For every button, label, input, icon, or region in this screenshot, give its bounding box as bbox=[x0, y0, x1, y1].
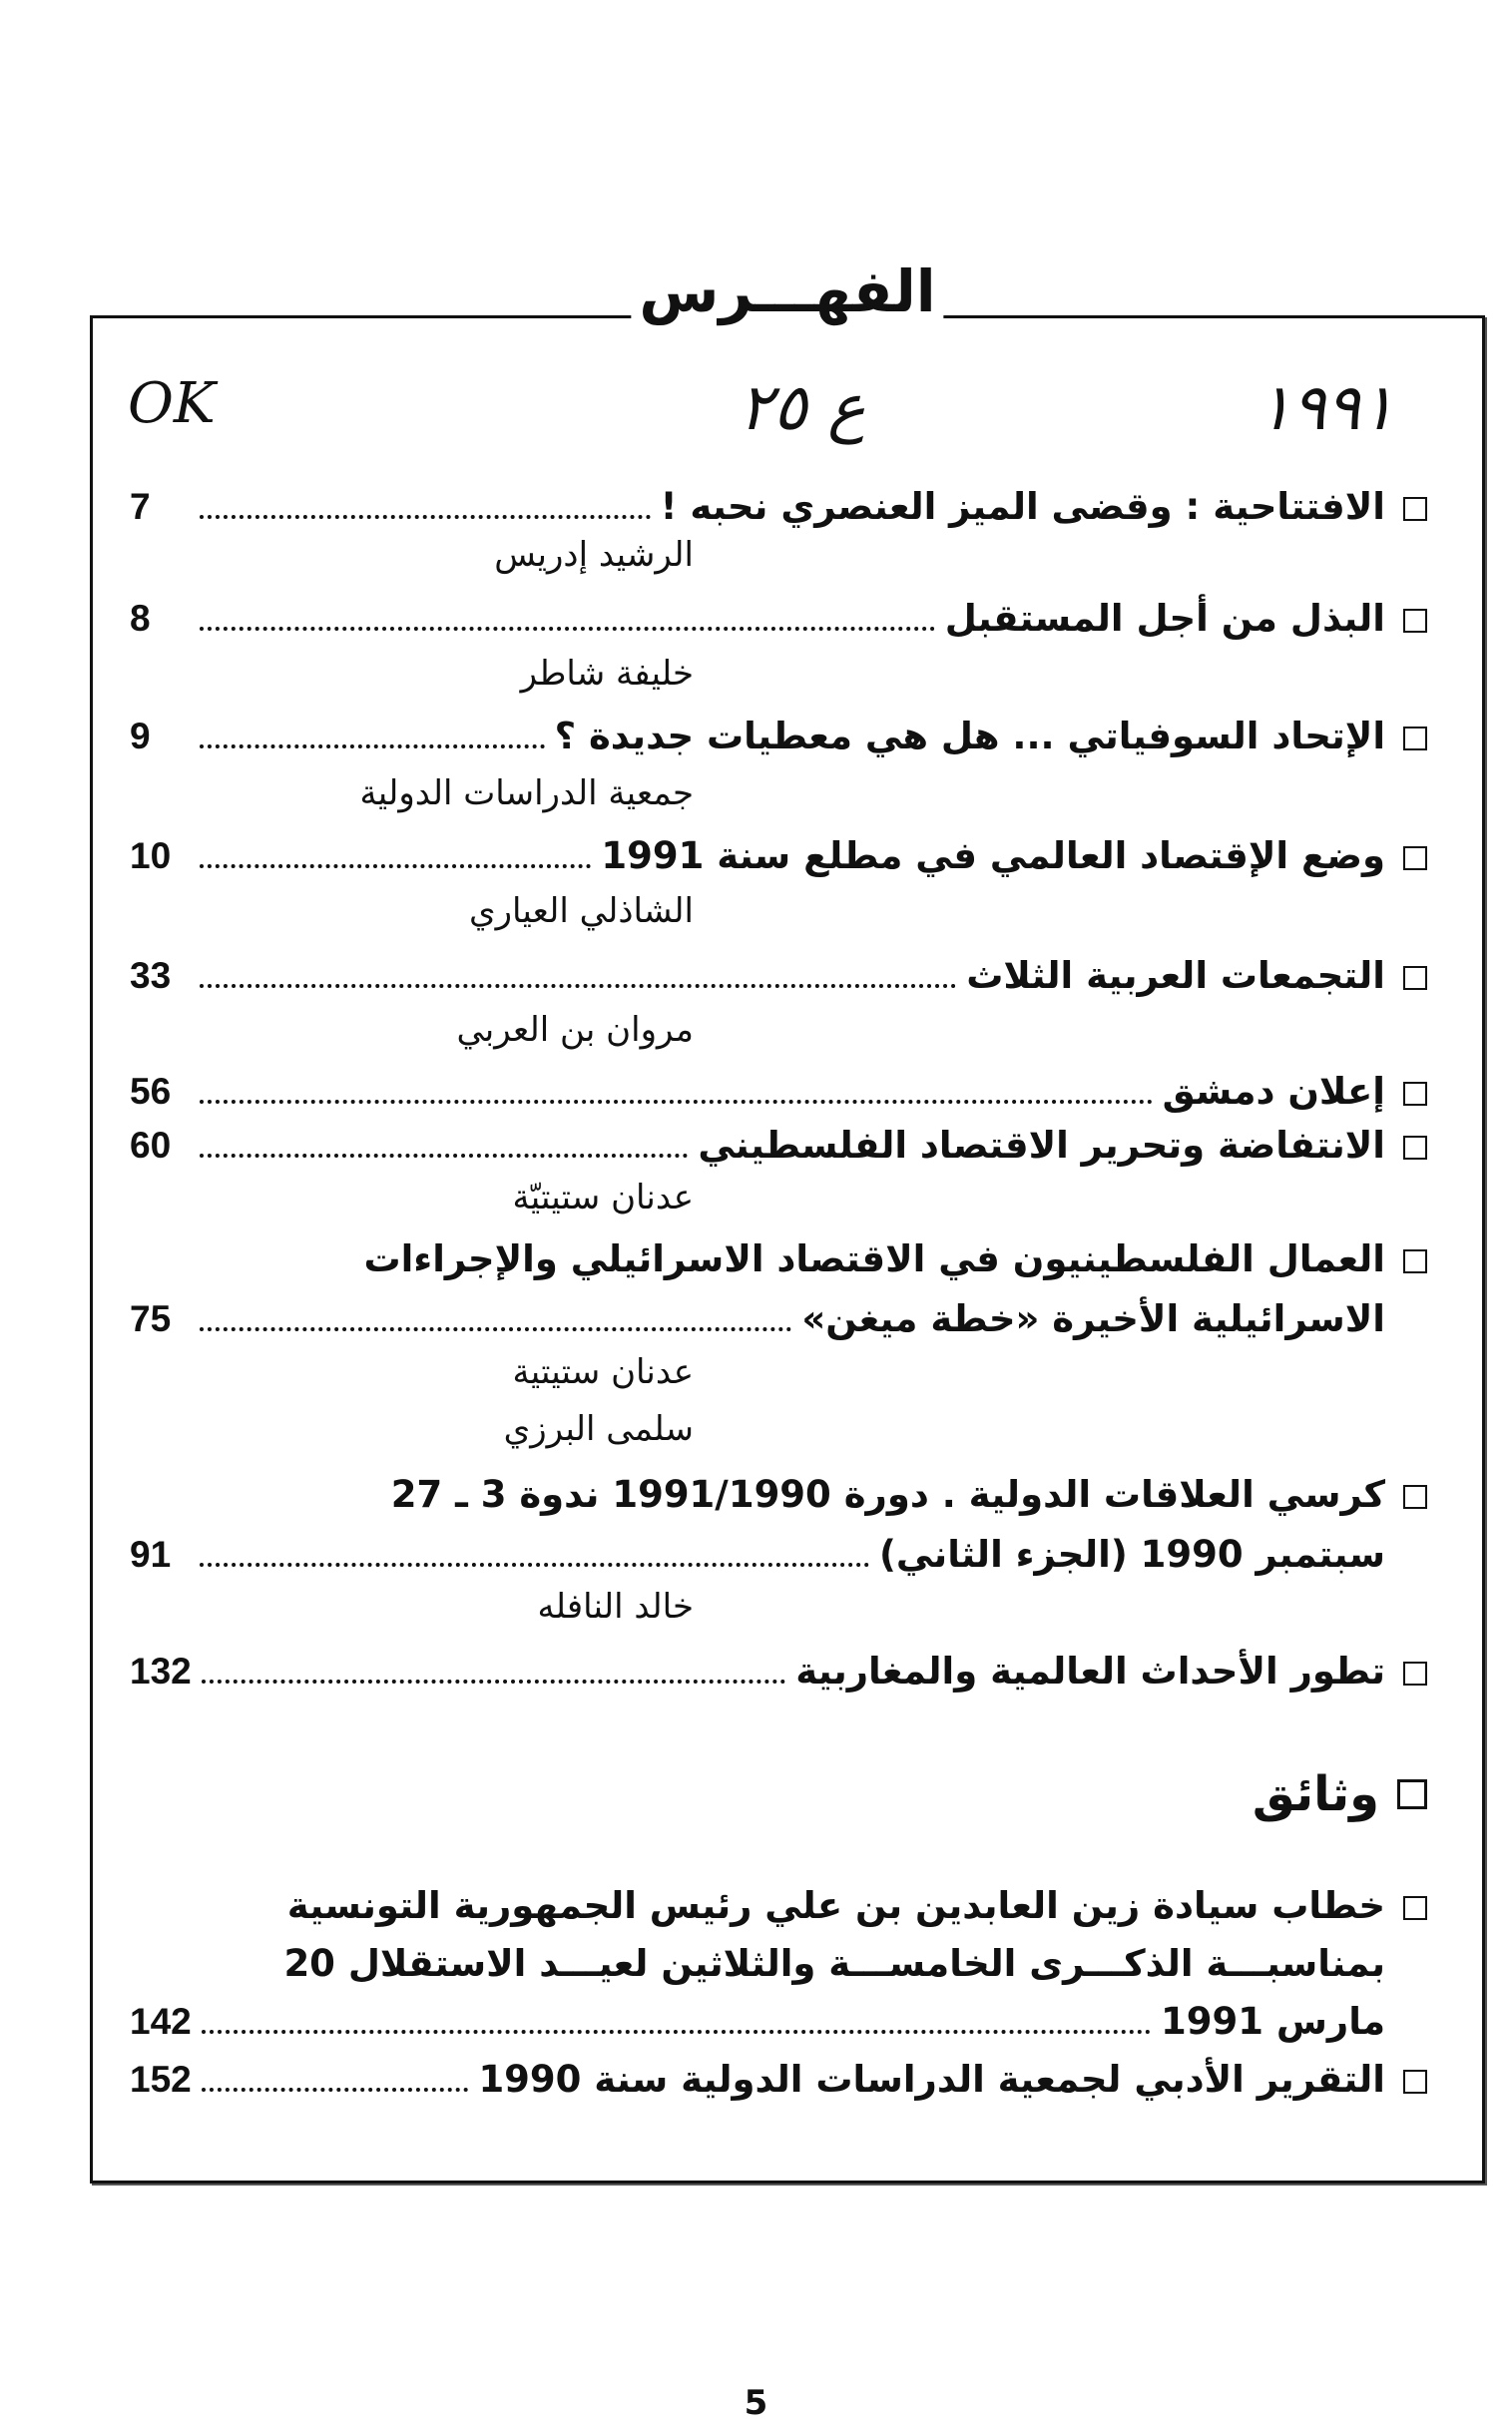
entry-title-line1: كرسي العلاقات الدولية . دورة 1991/1990 ندوة 3 ـ 27 bbox=[390, 1473, 1385, 1516]
toc-entry[interactable] bbox=[130, 946, 1427, 1002]
entry-title: وضع الإقتصاد العالمي في مطلع سنة 1991 bbox=[601, 834, 1385, 877]
entry-author: الرشيد إدريس bbox=[494, 535, 694, 575]
bullet-square-icon bbox=[1403, 497, 1427, 521]
entry-author: مروان بن العربي bbox=[456, 1010, 694, 1050]
entry-page: 10 bbox=[130, 835, 172, 876]
toc-entry[interactable] bbox=[130, 826, 1427, 882]
bullet-square-icon bbox=[1397, 1779, 1427, 1809]
leader-dots bbox=[200, 1100, 1153, 1104]
entry-page: 75 bbox=[130, 1298, 172, 1339]
bullet-square-icon bbox=[1403, 1136, 1427, 1160]
leader-dots bbox=[200, 984, 956, 988]
entry-title: التجمعات العربية الثلاث bbox=[966, 954, 1385, 997]
bullet-square-icon bbox=[1403, 966, 1427, 990]
entry-page: 60 bbox=[130, 1125, 172, 1166]
leader-dots bbox=[200, 1327, 791, 1331]
toc-entry[interactable] bbox=[130, 477, 1427, 533]
doc-entry-cont[interactable] bbox=[130, 1934, 1427, 1990]
bullet-square-icon bbox=[1403, 1662, 1427, 1686]
entry-author: الشاذلي العياري bbox=[468, 891, 694, 931]
entry-title: البذل من أجل المستقبل bbox=[944, 597, 1385, 640]
entry-title: الانتفاضة وتحرير الاقتصاد الفلسطيني bbox=[698, 1124, 1385, 1167]
entry-author: جمعية الدراسات الدولية bbox=[359, 773, 694, 813]
documents-title: وثائق bbox=[1252, 1766, 1379, 1822]
toc-entry[interactable] bbox=[130, 1062, 1427, 1118]
toc-entry-cont[interactable] bbox=[130, 1289, 1427, 1345]
entry-page: 9 bbox=[130, 716, 151, 756]
entry-author: خليفة شاطر bbox=[520, 654, 694, 694]
bullet-square-icon bbox=[1403, 846, 1427, 870]
documents-heading bbox=[1253, 1766, 1427, 1822]
entry-author: عدنان ستيتية bbox=[512, 1352, 694, 1392]
toc-entry[interactable] bbox=[130, 1642, 1427, 1698]
toc-entry[interactable] bbox=[130, 589, 1427, 645]
entry-author: خالد النافله bbox=[537, 1587, 694, 1627]
leader-dots bbox=[200, 1154, 688, 1158]
leader-dots bbox=[200, 627, 935, 631]
doc-page: 142 bbox=[130, 2001, 192, 2042]
entry-title: الافتتاحية : وقضى الميز العنصري نحبه ! bbox=[660, 485, 1385, 528]
entry-title: إعلان دمشق bbox=[1162, 1070, 1385, 1113]
leader-dots bbox=[200, 744, 545, 748]
leader-dots bbox=[202, 2088, 469, 2092]
bullet-square-icon bbox=[1403, 609, 1427, 633]
entry-page: 7 bbox=[130, 486, 151, 527]
doc-title: التقرير الأدبي لجمعية الدراسات الدولية سنة 1990 bbox=[478, 2058, 1385, 2101]
bullet-square-icon bbox=[1403, 1896, 1427, 1920]
doc-title-line3: مارس 1991 bbox=[1160, 2000, 1385, 2043]
leader-dots bbox=[200, 864, 591, 868]
entry-page: 56 bbox=[130, 1071, 172, 1112]
leader-dots bbox=[202, 2030, 1151, 2034]
entry-author: عدنان ستيتيّة bbox=[512, 1178, 694, 1217]
doc-entry[interactable] bbox=[130, 1876, 1427, 1932]
bullet-square-icon bbox=[1403, 1485, 1427, 1509]
toc-entry[interactable] bbox=[130, 1465, 1427, 1521]
entry-title-line1: العمال الفلسطينيون في الاقتصاد الاسرائيلي والإجراءات bbox=[363, 1237, 1385, 1280]
doc-page: 152 bbox=[130, 2059, 192, 2100]
entry-title-line2: سبتمبر 1990 (الجزء الثاني) bbox=[878, 1533, 1385, 1576]
bullet-square-icon bbox=[1403, 2070, 1427, 2094]
doc-entry[interactable] bbox=[130, 2050, 1427, 2106]
title-wrap bbox=[90, 257, 1485, 325]
entry-page: 33 bbox=[130, 955, 172, 996]
doc-title-line1: خطاب سيادة زين العابدين بن علي رئيس الجمهورية التونسية bbox=[286, 1884, 1385, 1927]
entry-page: 8 bbox=[130, 598, 151, 639]
entry-page: 132 bbox=[130, 1651, 192, 1692]
entry-title-line2: الاسرائيلية الأخيرة «خطة ميغن» bbox=[801, 1297, 1385, 1340]
doc-title-line2: بمناسبـــة الذكـــرى الخامســـة والثلاثين لعيـــد الاستقلال 20 bbox=[283, 1942, 1385, 1985]
bullet-square-icon bbox=[1403, 1249, 1427, 1273]
bullet-square-icon bbox=[1403, 1082, 1427, 1106]
toc-entry[interactable] bbox=[130, 1116, 1427, 1172]
handwritten-year: ١٩٩١ bbox=[1258, 371, 1395, 445]
toc-entry-cont[interactable] bbox=[130, 1525, 1427, 1581]
leader-dots bbox=[202, 1680, 786, 1684]
entry-title: الإتحاد السوفياتي ... هل هي معطيات جديدة ؟ bbox=[554, 715, 1385, 757]
toc-entry[interactable] bbox=[130, 707, 1427, 762]
entry-author: سلمى البرزي bbox=[503, 1409, 694, 1449]
page-title: الفهـــرس bbox=[631, 261, 943, 321]
handwritten-ok: OK bbox=[128, 371, 216, 436]
leader-dots bbox=[200, 1563, 869, 1567]
leader-dots bbox=[200, 515, 651, 519]
toc-entry[interactable] bbox=[130, 1229, 1427, 1285]
bullet-square-icon bbox=[1403, 727, 1427, 750]
handwritten-issue: ع ٢٥ bbox=[739, 371, 866, 445]
entry-page: 91 bbox=[130, 1534, 172, 1575]
doc-entry-cont[interactable] bbox=[130, 1992, 1427, 2048]
page-number: 5 bbox=[744, 2383, 768, 2423]
entry-title: تطور الأحداث العالمية والمغاربية bbox=[795, 1650, 1385, 1693]
